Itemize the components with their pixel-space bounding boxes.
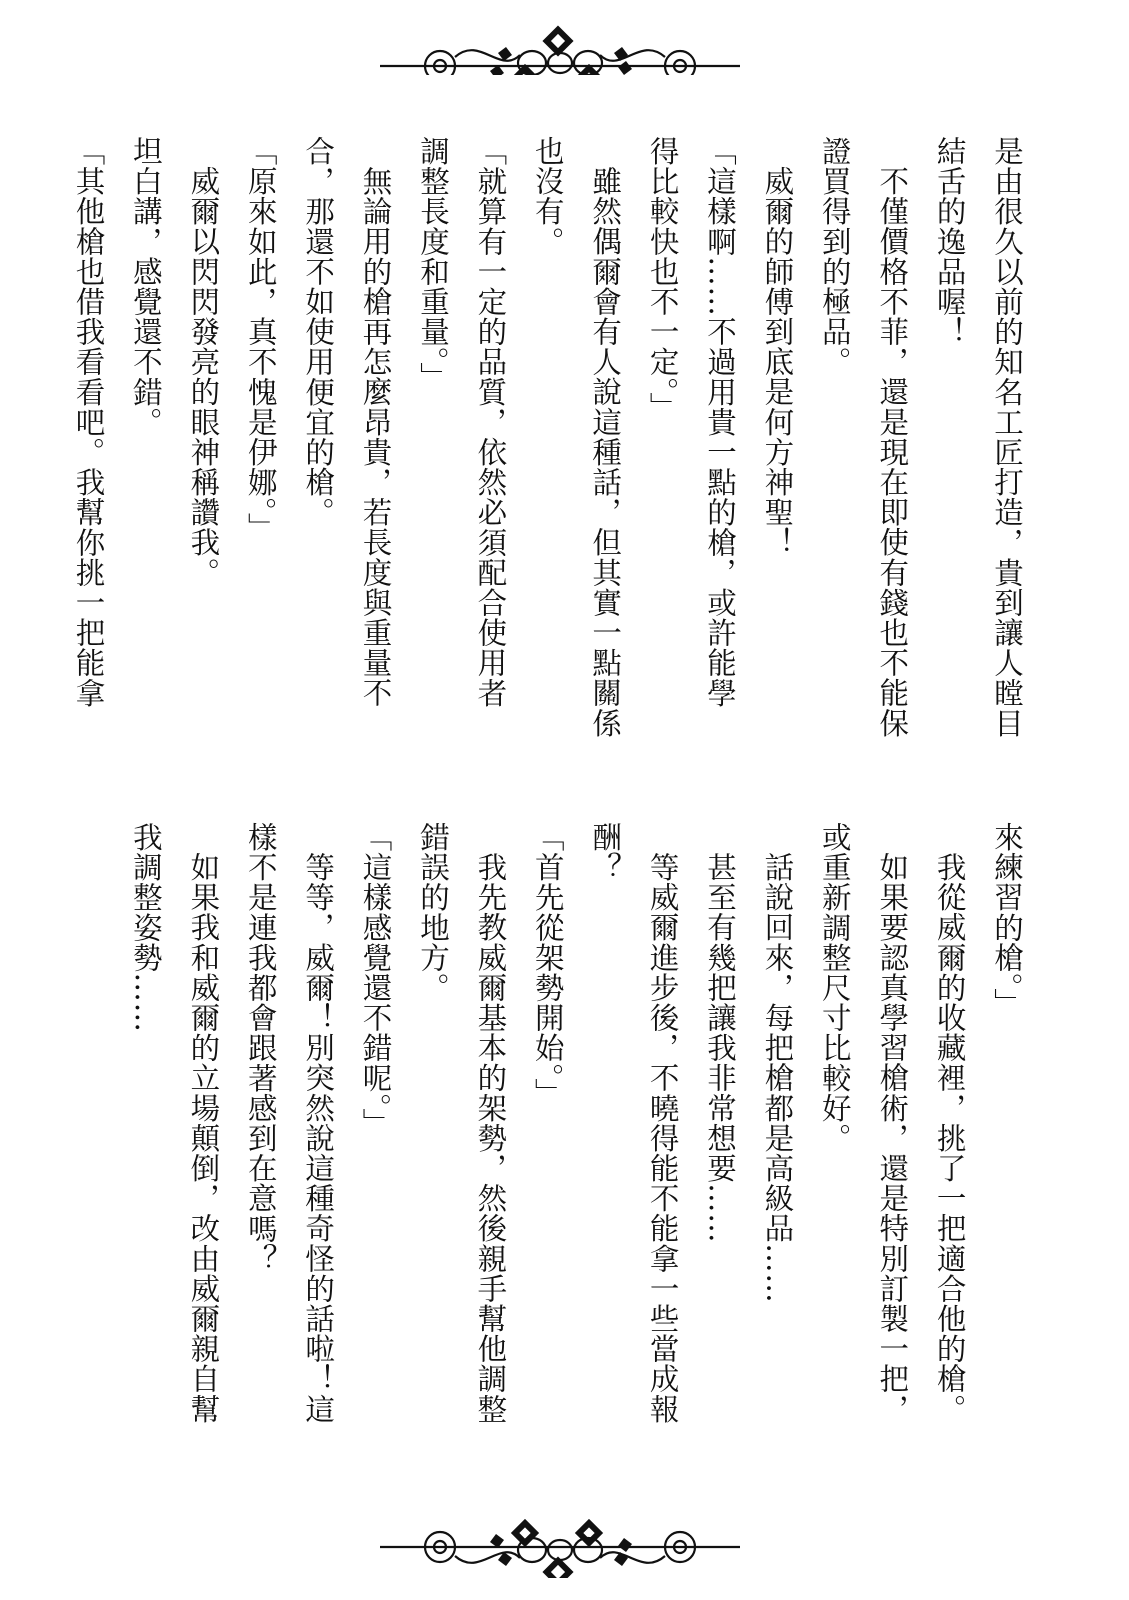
text-line: 也沒有。 — [530, 136, 565, 257]
text-line: 雖然偶爾會有人說這種話，但其實一點關係 — [588, 166, 623, 738]
text-line: 無論用的槍再怎麼昂貴，若長度與重量不 — [358, 166, 393, 708]
text-line: 結舌的逸品喔！ — [932, 136, 967, 347]
floral-divider-top-icon — [370, 5, 750, 75]
text-line: 「這樣啊……不過用貴一點的槍，或許能學 — [702, 136, 737, 708]
text-line: 如果要認真學習槍術，還是特別訂製一把， — [875, 852, 910, 1424]
text-line: 「就算有一定的品質，依然必須配合使用者 — [473, 136, 508, 708]
text-line: 「其他槍也借我看看吧。我幫你挑一把能拿 — [71, 136, 106, 708]
text-line: 等等，威爾！別突然說這種奇怪的話啦！這 — [301, 852, 336, 1424]
floral-divider-bottom-icon — [370, 1508, 750, 1578]
text-line: 如果我和威爾的立場顛倒，改由威爾親自幫 — [186, 852, 221, 1424]
text-line: 話說回來，每把槍都是高級品…… — [760, 852, 795, 1304]
text-line: 證買得到的極品。 — [817, 136, 852, 377]
text-line: 我從威爾的收藏裡，挑了一把適合他的槍。 — [932, 852, 967, 1424]
text-line: 「首先從架勢開始。」 — [530, 822, 565, 1109]
text-line: 調整長度和重量。」 — [415, 136, 450, 393]
text-line: 不僅價格不菲，還是現在即使有錢也不能保 — [875, 166, 910, 738]
text-line: 威爾的師傅到底是何方神聖！ — [760, 166, 795, 558]
text-block-top — [55, 136, 1035, 776]
text-line: 錯誤的地方。 — [415, 822, 450, 1003]
text-line: 「這樣感覺還不錯呢。」 — [358, 822, 393, 1139]
text-line: 「原來如此，真不愧是伊娜。」 — [243, 136, 278, 543]
text-line: 甚至有幾把讓我非常想要…… — [702, 852, 737, 1244]
text-line: 酬？ — [588, 822, 623, 883]
text-line: 樣不是連我都會跟著感到在意嗎？ — [243, 822, 278, 1274]
text-line: 合，那還不如使用便宜的槍。 — [301, 136, 336, 528]
text-line: 或重新調整尺寸比較好。 — [817, 822, 852, 1154]
text-line: 來練習的槍。」 — [990, 822, 1024, 1018]
text-line: 等威爾進步後，不曉得能不能拿一些當成報 — [645, 852, 680, 1424]
text-block-bottom — [55, 822, 1035, 1462]
text-line: 我調整姿勢…… — [128, 822, 163, 1033]
text-line: 我先教威爾基本的架勢，然後親手幫他調整 — [473, 852, 508, 1424]
text-line: 坦白講，感覺還不錯。 — [128, 136, 163, 437]
text-line: 威爾以閃閃發亮的眼神稱讚我。 — [186, 166, 221, 588]
text-line: 得比較快也不一定。」 — [645, 136, 680, 423]
text-line: 是由很久以前的知名工匠打造，貴到讓人瞠目 — [990, 136, 1024, 738]
